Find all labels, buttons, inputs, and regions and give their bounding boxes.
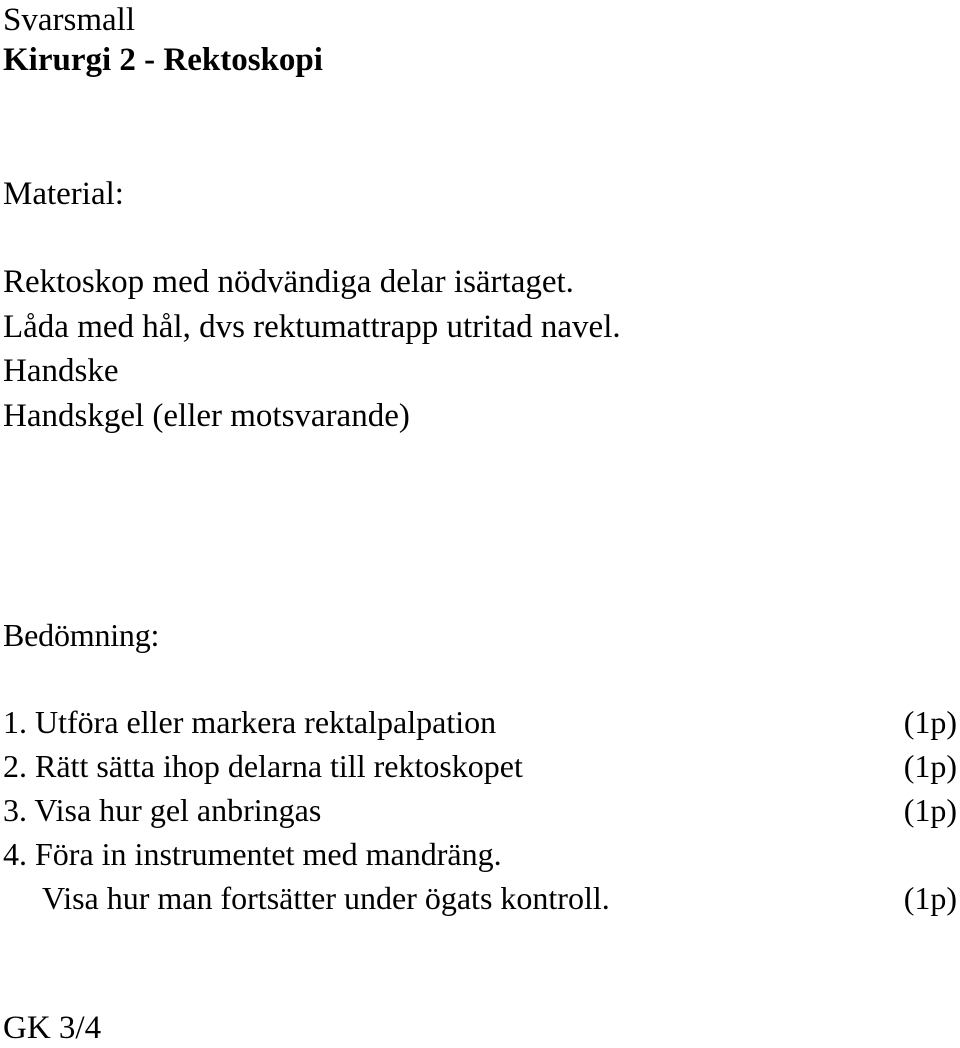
document-title: Kirurgi 2 - Rektoskopi: [3, 42, 323, 78]
material-item: Handskgel (eller motsvarande): [3, 398, 410, 434]
criterion-text: 4. Föra in instrumentet med mandräng.: [3, 836, 502, 872]
criterion-points: (1p): [903, 880, 957, 916]
document-label: Svarsmall: [3, 2, 135, 38]
criterion-text: 1. Utföra eller markera rektalpalpation: [3, 704, 497, 740]
material-item: Handske: [3, 353, 119, 389]
material-heading: Material:: [3, 176, 124, 212]
criterion-points: (1p): [903, 792, 957, 828]
criterion-points: (1p): [903, 748, 957, 784]
criterion-text: 3. Visa hur gel anbringas: [3, 792, 322, 828]
material-item: Rektoskop med nödvändiga delar isärtaget.: [3, 264, 574, 300]
criterion-text: 2. Rätt sätta ihop delarna till rektoskopet: [3, 748, 523, 784]
assessment-heading: Bedömning:: [3, 617, 160, 653]
material-item: Låda med hål, dvs rektumattrapp utritad navel.: [3, 309, 621, 345]
pass-criteria: GK 3/4: [3, 1010, 102, 1046]
criterion-text: Visa hur man fortsätter under ögats kontroll.: [42, 880, 610, 916]
criterion-points: (1p): [903, 704, 957, 740]
